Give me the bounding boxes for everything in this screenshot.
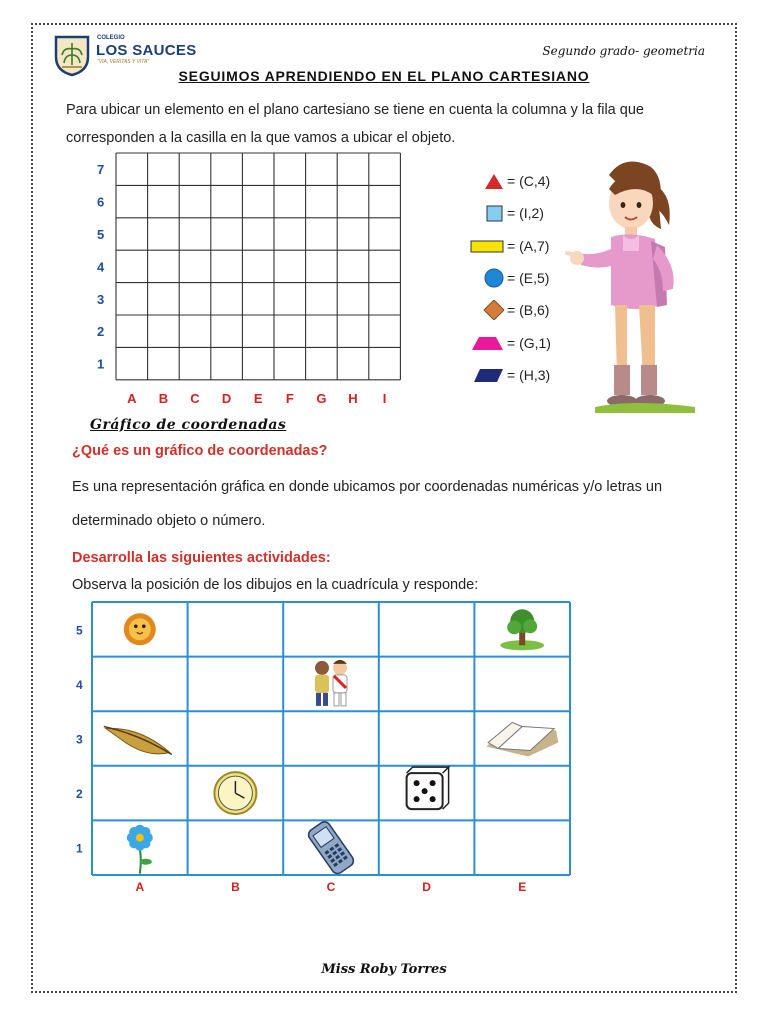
column-label: B	[158, 390, 169, 406]
book-icon	[486, 723, 558, 757]
column-label: H	[348, 390, 358, 406]
row-label: 2	[97, 324, 105, 340]
row-label: 6	[97, 194, 105, 210]
column-label: E	[518, 880, 527, 894]
column-label: F	[285, 390, 294, 406]
children-icon	[315, 660, 347, 706]
row-label: 4	[76, 677, 83, 692]
column-label: B	[231, 880, 240, 894]
definition-paragraph: Es una representación gráfica en donde ubicamos por coordenadas numéricas y/o letras un determinado objeto o número.	[72, 479, 663, 529]
intro-paragraph: Para ubicar un elemento en el plano cartesiano se tiene en cuenta la columna y la fila que corresponden a la casilla en la que vamos a ubicar el objeto.	[66, 102, 644, 146]
column-label: D	[422, 880, 431, 894]
feather-icon	[104, 727, 172, 755]
column-label: G	[316, 390, 327, 406]
school-motto: "VIA, VERITAS Y VITA"	[97, 59, 150, 65]
lion-icon	[124, 613, 156, 645]
row-label: 5	[76, 623, 83, 638]
column-label: D	[221, 390, 232, 406]
tree-icon	[500, 609, 544, 650]
legend-coordinate-text: = (E,5)	[507, 270, 550, 286]
legend-coordinate-text: = (C,4)	[507, 173, 551, 189]
row-label: 5	[97, 227, 105, 242]
school-name: LOS SAUCES	[96, 42, 197, 59]
dice-icon	[407, 767, 449, 809]
row-label: 3	[97, 291, 105, 307]
clock-icon	[214, 772, 256, 814]
section-subtitle: Gráfico de coordenadas	[90, 417, 287, 433]
section-question: ¿Qué es un gráfico de coordenadas?	[72, 443, 328, 459]
page-title: SEGUIMOS APRENDIENDO EN EL PLANO CARTESIANO	[178, 68, 590, 84]
legend-coordinate-text: = (G,1)	[507, 335, 551, 351]
row-label: 1	[76, 841, 83, 856]
school-small-label: COLEGIO	[97, 35, 125, 41]
column-label: A	[135, 880, 145, 894]
legend-coordinate-text: = (I,2)	[507, 205, 544, 221]
column-label: E	[253, 390, 263, 406]
row-label: 7	[97, 162, 105, 178]
column-label: I	[382, 390, 387, 406]
column-label: A	[127, 390, 137, 406]
flower-icon	[127, 825, 153, 874]
instruction-text: Observa la posición de los dibujos en la cuadrícula y responde:	[72, 577, 479, 593]
column-label: C	[190, 390, 200, 406]
row-label: 3	[76, 732, 83, 747]
cellphone-icon	[306, 820, 355, 876]
column-label: C	[326, 880, 336, 894]
grade-subject: Segundo grado- geometria	[542, 44, 705, 58]
legend-coordinate-text: = (A,7)	[507, 238, 550, 254]
row-label: 2	[76, 787, 83, 802]
activities-heading: Desarrolla las siguientes actividades:	[72, 550, 331, 566]
row-label: 1	[97, 356, 105, 372]
legend-coordinate-text: = (H,3)	[507, 367, 551, 383]
teacher-signature: Miss Roby Torres	[321, 962, 447, 977]
row-label: 4	[97, 259, 105, 275]
legend-coordinate-text: = (B,6)	[507, 302, 550, 318]
